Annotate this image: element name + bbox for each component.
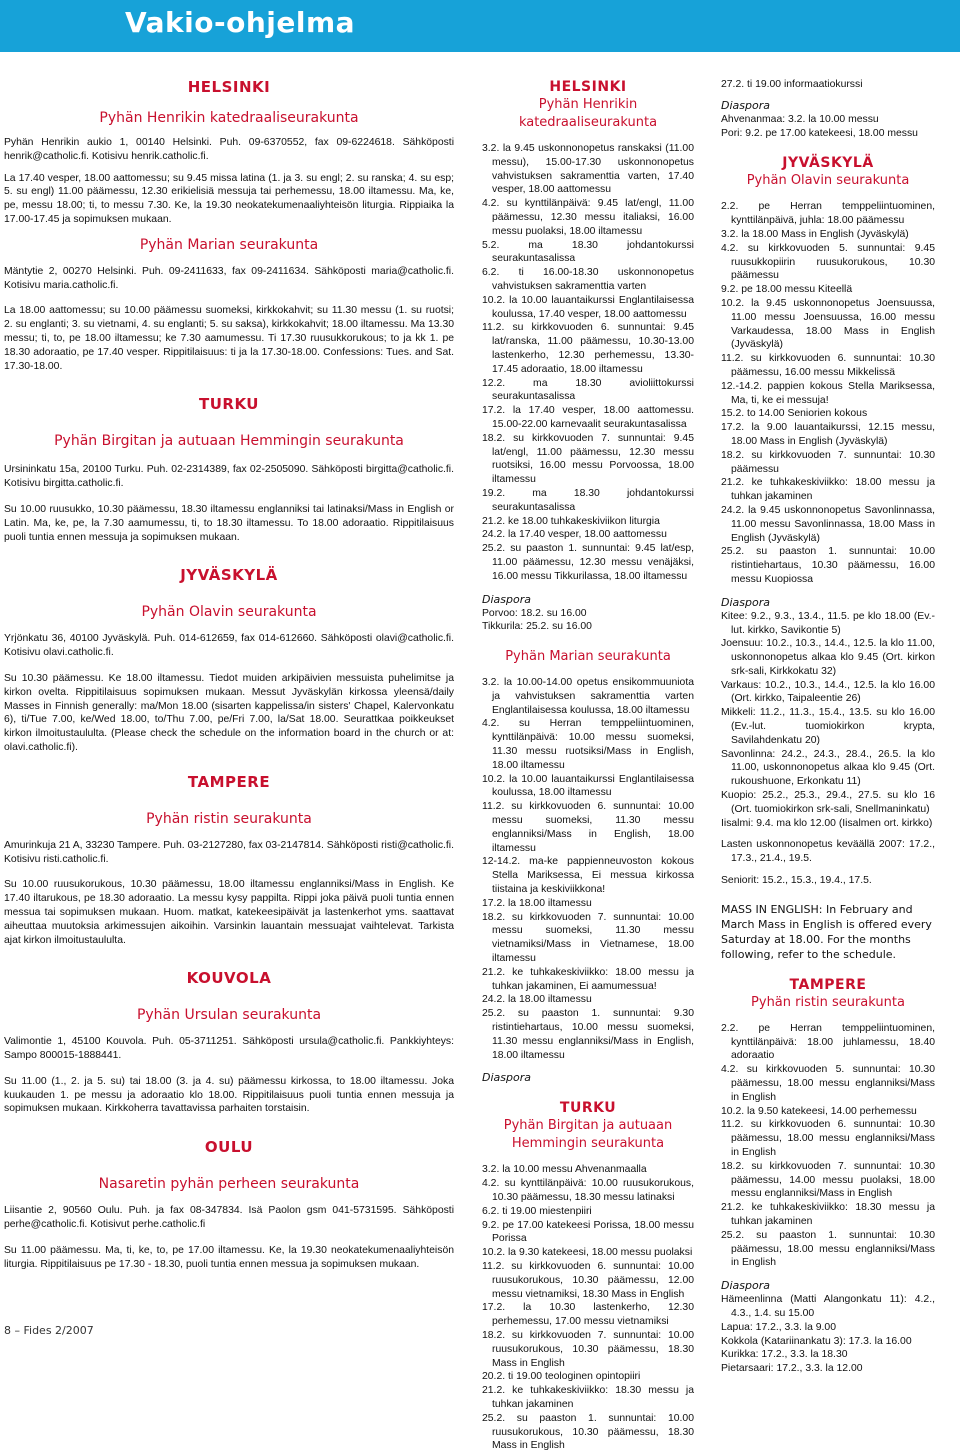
senior-dates: Seniorit: 15.2., 15.3., 19.4., 17.5. xyxy=(721,875,872,887)
risti-diaspora-label: Diaspora xyxy=(721,1279,770,1293)
schedule-entry: 12.2. ma 18.30 avioliittokurssi seurakuntasalissa xyxy=(482,377,694,403)
schedule-entry: 24.2. la 18.00 iltamessu xyxy=(482,994,592,1006)
schedule-entry: 21.2. ke tuhkakeskiviikko: 18.30 messu ja tuhkan jakaminen xyxy=(482,1385,694,1410)
schedule-entry: 17.2. la 10.30 lastenkerho, 12.30 perhemessu, 17.00 messu vietnamiksi xyxy=(482,1302,694,1328)
right-city-tampere: TAMPERE xyxy=(789,976,867,993)
schedule-entry: 11.2. su kirkkovuoden 6. sunnuntai: 9.45 lat/ranska, 11.00 päämessu, 10.30-13.00 lastenkerho, 12.30 perhemessu, 13.30-17.45 adoraatio, 18.00 iltamessu xyxy=(482,322,694,375)
mid-parish-title-maria: Pyhän Marian seurakunta xyxy=(505,649,671,665)
schedule-entry: 11.2. su kirkkovuoden 6. sunnuntai: 10.30 päämessu, 16.00 messu Mikkelissä xyxy=(721,353,935,378)
schedule-entry: 18.2. su kirkkovuoden 7. sunnuntai: 9.45 lat/engl, 11.00 päämessu, 12.30 messu ruotsiksi, 16.00 messu Porvoossa, 18.00 iltamessu xyxy=(482,432,694,486)
schedule-entry: Porvoo: 18.2. su 16.00 xyxy=(482,607,587,619)
parish-title-ursula: Pyhän Ursulan seurakunta xyxy=(136,1007,322,1024)
parish-title-perhe: Nasaretin pyhän perheen seurakunta xyxy=(98,1176,360,1193)
schedule-entry: 10.2. la 9.50 katekeesi, 14.00 perhemessu xyxy=(721,1105,917,1117)
parish-title-olavi: Pyhän Olavin seurakunta xyxy=(141,604,317,621)
schedule-entry: 17.2. la 17.40 vesper, 18.00 aattomessu. 15.00-22.00 karnevaalit seurakuntasalissa xyxy=(482,405,694,430)
schedule-entry: 6.2. ti 16.00-18.30 uskonnonopetus vahvistuksen sakramenttia varten xyxy=(482,267,694,292)
olavi-masses: Su 10.30 päämessu. Ke 18.00 iltamessu. Tiedot muiden arkipäivien messuista puhelimitse ja kirkon ovelta. Rippitilaisuus sopimuksen mukaan. Messut Jyväskylän kirkossa yleensä/daily Masses in Finnish generally: ma/Mon 18.00 (sisarten kappelissa/in sisters' Chapel, Kalervonkatu 6), ti/Tue 7.00, ke/Wed 18.00, to/Thu 7.00, pe/Fri 7.00, la/Sat 18.00. Seurattkaa poikkeukset kirkon ilmoitustaululta. (Please check the schedule on the information board in the church or at: olavi.catholic.fi). xyxy=(4,672,454,753)
birgitta-diaspora-label: Diaspora xyxy=(721,98,770,112)
schedule-entry: 10.2. la 10.00 lauantaikurssi Englantilaisessa koulussa, 17.40 vesper, 18.00 aattomessu xyxy=(482,294,694,320)
middle-column xyxy=(482,78,694,1453)
confirmation-dates: Lasten uskonnonopetus keväällä 2007: 17.2., 17.3., 21.4., 19.5. xyxy=(721,839,935,865)
schedule-entry: 21.2. ke tuhkakeskiviikko: 18.00 messu ja tuhkan jakaminen xyxy=(721,477,935,503)
schedule-entry: 11.2. su kirkkovuoden 6. sunnuntai: 10.00 messu suomeksi, 11.30 messu englanniksi/Mass in English, 18.00 iltamessu xyxy=(482,801,694,854)
schedule-entry: 3.2. la 9.45 uskonnonopetus ranskaksi (11.00 messu), 15.00-17.30 uskonnonopetus vahvistuksen sakramenttia varten, 17.40 vesper, 18.00 aattomessu xyxy=(482,143,694,196)
henrik-calendar xyxy=(482,142,694,584)
schedule-entry: 15.2. to 14.00 Seniorien kokous xyxy=(721,408,868,420)
schedule-entry: 3.2. la 10.00 messu Ahvenanmaalla xyxy=(482,1164,647,1176)
schedule-entry: 2.2. pe Herran temppeliintuominen, kynttilänpäivä, juhla: 18.00 päämessu xyxy=(721,201,935,227)
schedule-entry: 4.2. su kynttilänpäivä: 9.45 lat/engl, 11.00 päämessu, 12.30 messu italiaksi, 16.00 messu puolaksi, 18.00 iltamessu xyxy=(482,198,694,237)
mid-city-turku: TURKU xyxy=(559,1100,617,1117)
mid-parish-title-birgitta: Pyhän Birgitan ja autuaan Hemmingin seurakunta xyxy=(503,1118,673,1152)
schedule-entry: 10.2. la 9.30 katekeesi, 18.00 messu puolaksi xyxy=(482,1247,693,1259)
olavi-diaspora-list xyxy=(721,610,935,831)
schedule-entry: Pietarsaari: 17.2., 3.3. la 12.00 xyxy=(721,1363,863,1375)
schedule-entry: 17.2. la 9.00 lauantaikurssi, 12.15 messu, 18.00 Mass in English (Jyväskylä) xyxy=(721,422,935,447)
section-city-tampere: TAMPERE xyxy=(187,772,271,791)
schedule-entry: 25.2. su paaston 1. sunnuntai: 10.00 ruusukorukous, 10.30 päämessu, 18.30 Mass in English xyxy=(482,1412,694,1452)
birgitta-calendar-continued xyxy=(721,78,935,92)
page-title: Vakio-ohjelma xyxy=(125,6,356,39)
schedule-entry: 2.2. pe Herran temppeliintuominen, kynttilänpäivä: 18.00 juhlamessu, 18.40 adoraatio xyxy=(721,1022,935,1062)
schedule-entry: 24.2. la 17.40 vesper, 18.00 aattomessu xyxy=(482,529,667,541)
schedule-entry: 25.2. su paaston 1. sunnuntai: 9.45 lat/esp, 11.00 päämessu, 12.30 messu venäjäksi, 16.00 messu Tikkurilassa, 18.00 iltamessu xyxy=(482,543,694,582)
henrik-diaspora-list xyxy=(482,607,694,635)
mass-in-english-note: MASS IN ENGLISH: In February and March Mass in English is offered every Saturday at 18.00. For the months following, refer to the schedule. xyxy=(721,902,932,961)
maria-diaspora-label: Diaspora xyxy=(482,1071,531,1085)
parish-title-birgitta: Pyhän Birgitan ja autuaan Hemmingin seurakunta xyxy=(54,433,404,450)
schedule-entry: Savonlinna: 24.2., 24.3., 28.4., 26.5. la klo 11.00, uskonnonopetus alkaa klo 9.45 (Ort. rukoushuone, Erkonkatu 11) xyxy=(721,748,935,788)
parish-title-risti: Pyhän ristin seurakunta xyxy=(146,810,312,827)
right-city-jyvaskyla: JYVÄSKYLÄ xyxy=(782,155,874,172)
ursula-masses: Su 11.00 (1., 2. ja 5. su) tai 18.00 (3. ja 4. su) päämessu kirkossa, to 18.00 iltamessu. Joka kuukauden 1. pe messu ja adoraatio klo 18.00. Rippitilaisuus puoli tuntia ennen messuja ja sopimuksen mukaan. Kirkkoherra tavattavissa parhaiten torstaisin. xyxy=(4,1075,454,1115)
schedule-entry: 10.2. la 10.00 lauantaikurssi Englantilaisessa koulussa, 18.00 iltamessu xyxy=(482,773,694,799)
section-city-oulu: OULU xyxy=(204,1138,254,1157)
schedule-entry: Pori: 9.2. pe 17.00 katekeesi, 18.00 messu xyxy=(721,127,918,139)
schedule-entry: 5.2. ma 18.30 johdantokurssi seurakuntasalissa xyxy=(482,239,694,265)
henrik-diaspora-label: Diaspora xyxy=(482,592,531,606)
right-parish-title-olavi: Pyhän Olavin seurakunta xyxy=(746,173,910,189)
schedule-entry: 19.2. ma 18.30 johdantokurssi seurakuntasalissa xyxy=(482,487,694,513)
schedule-entry: 25.2. su paaston 1. sunnuntai: 10.30 päämessu, 18.00 messu englanniksi/Mass in English xyxy=(721,1229,935,1269)
schedule-entry: Kitee: 9.2., 9.3., 13.4., 11.5. pe klo 18.00 (Ev.-lut. kirkko, Savikontie 5) xyxy=(721,610,935,636)
schedule-entry: Varkaus: 10.2., 10.3., 14.4., 12.5. la klo 16.00 (Ort. kirkko, Taipaleentie 26) xyxy=(721,679,935,705)
schedule-entry: 18.2. su kirkkovuoden 7. sunnuntai: 10.30 päämessu, 14.00 messu puolaksi, 18.00 messu englanniksi/Mass in English xyxy=(721,1160,935,1200)
section-city-helsinki: HELSINKI xyxy=(187,78,271,96)
schedule-entry: 4.2. su kirkkovuoden 5. sunnuntai: 10.30 päämessu, 18.00 messu englanniksi/Mass in English xyxy=(721,1064,935,1103)
parish-title-henrik: Pyhän Henrikin katedraaliseurakunta xyxy=(99,110,359,126)
maria-address: Mäntytie 2, 00270 Helsinki. Puh. 09-2411633, fax 09-2411634. Sähköposti maria@catholic.fi. Kotisivu maria.catholic.fi. xyxy=(4,265,454,291)
schedule-entry: Iisalmi: 9.4. ma klo 12.00 (Iisalmen ort. kirkko) xyxy=(721,817,933,829)
schedule-entry: 21.2. ke tuhkakeskiviikko: 18.00 messu ja tuhkan jakaminen, Ei aamumessua! xyxy=(482,966,694,992)
schedule-entry: 17.2. la 18.00 iltamessu xyxy=(482,897,592,909)
schedule-entry: 25.2. su paaston 1. sunnuntai: 10.00 ristintiehartaus, 10.30 päämessu, 16.00 messu Kuopiossa xyxy=(721,546,935,585)
schedule-entry: 24.2. la 9.45 uskonnonopetus Savonlinnassa, 11.00 messu Savonlinnassa, 18.00 Mass in English (Jyväskylä) xyxy=(721,504,935,544)
schedule-entry: 12.-14.2. pappien kokous Stella Mariksessa, Ma, ti, ke ei messuja! xyxy=(721,380,935,406)
schedule-entry: 4.2. su kirkkovuoden 5. sunnuntai: 9.45 ruusukkopiirin ruusukorukous, 10.30 päämessu xyxy=(721,242,935,282)
mid-parish-title-henrik: Pyhän Henrikin katedraaliseurakunta xyxy=(518,97,658,130)
schedule-entry: 21.2. ke 18.00 tuhkakeskiviikon liturgia xyxy=(482,515,660,527)
schedule-entry: 25.2. su paaston 1. sunnuntai: 9.30 ristintiehartaus, 10.00 messu suomeksi, 11.30 messu englanniksi/Mass in English, 18.00 iltamessu xyxy=(482,1008,694,1061)
risti-calendar xyxy=(721,1022,935,1270)
schedule-entry: 9.2. pe 18.00 messu Kiteellä xyxy=(721,284,853,296)
left-column xyxy=(4,78,454,1271)
birgitta-address: Ursininkatu 15a, 20100 Turku. Puh. 02-2314389, fax 02-2505090. Sähköposti birgitta@catholic.fi. Kotisivu birgitta.catholic.fi. xyxy=(4,464,454,490)
maria-masses: La 18.00 aattomessu; su 10.00 päämessu suomeksi, kirkkokahvit; su 11.30 messu (1. su ruotsi; 2. su englanti; 3. su vietnami, 4. su englanti; 5. su saksa), kirkkokahvit; 18.00 iltamessu. Ma 13.30 messu; ti, to, pe 18.00 iltamessu; ke 7.30 aamumessu. Ti 17.30 ruusukkorukous; to ja kk 1. pe 18.30 adoraatio, pe 17.40 vesper. Rippitilaisuus: ti ja la 17.30-18.00. Confessions: Tues. and Sat. 17.30-18.00. xyxy=(4,305,454,372)
schedule-entry: 21.2. ke tuhkakeskiviikko: 18.30 messu ja tuhkan jakaminen xyxy=(721,1202,935,1227)
schedule-entry: 11.2. su kirkkovuoden 6. sunnuntai: 10.00 ruusukorukous, 10.30 päämessu, 12.00 messu vietnamiksi, 18.30 Mass in English xyxy=(482,1260,694,1300)
olavi-calendar xyxy=(721,200,935,586)
section-city-turku: TURKU xyxy=(198,395,259,414)
schedule-entry: 3.2. la 18.00 Mass in English (Jyväskylä) xyxy=(721,228,909,240)
birgitta-masses: Su 10.00 ruusukko, 10.30 päämessu, 18.30 iltamessu englanniksi tai latinaksi/Mass in English or Latin. Ma, ke, pe, la 7.30 aamumessu, ti, to 18.30 iltamessu. To 18.00 adoraatio. Rippitilaisuus puoli tuntia ennen messuja ja sopimuksen mukaan. xyxy=(4,503,454,543)
schedule-entry: 4.2. su kynttilänpäivä: 10.00 ruusukorukous, 10.30 päämessu, 18.30 messu latinaksi xyxy=(482,1178,694,1203)
ursula-address: Valimontie 1, 45100 Kouvola. Puh. 05-3711251. Sähköposti ursula@catholic.fi. Pankkiyhteys: Sampo 800015-1888441. xyxy=(4,1036,454,1062)
right-column xyxy=(721,78,935,1376)
schedule-entry: 18.2. su kirkkovuoden 7. sunnuntai: 10.00 messu suomeksi, 11.30 messu vietnamiksi/Mass in Vietnamese, 18.00 iltamessu xyxy=(482,911,694,965)
schedule-entry: 10.2. la 9.45 uskonnonopetus Joensuussa, 11.00 messu Joensuussa, 16.00 messu Varkaudessa, 18.00 Mass in English (Jyväskylä) xyxy=(721,297,935,351)
schedule-entry: 27.2. ti 19.00 informaatiokurssi xyxy=(721,79,863,90)
parish-title-maria: Pyhän Marian seurakunta xyxy=(139,236,319,253)
maria-calendar xyxy=(482,676,694,1062)
right-parish-title-risti: Pyhän ristin seurakunta xyxy=(751,994,905,1010)
schedule-entry: 11.2. su kirkkovuoden 6. sunnuntai: 10.30 päämessu, 18.00 messu englanniksi/Mass in English xyxy=(721,1119,935,1159)
schedule-entry: 18.2. su kirkkovuoden 7. sunnuntai: 10.30 päämessu xyxy=(721,449,935,475)
schedule-entry: Kurikka: 17.2., 3.3. la 18.30 xyxy=(721,1349,848,1361)
schedule-entry: 20.2. ti 19.00 teologinen opintopiiri xyxy=(482,1371,641,1383)
henrik-address: Pyhän Henrikin aukio 1, 00140 Helsinki. Puh. 09-6370552, fax 09-6224618. Sähköposti henrik@catholic.fi. Kotisivu henrik.catholic.fi. xyxy=(4,137,454,162)
birgitta-calendar xyxy=(482,1163,694,1453)
perhe-masses: Su 11.00 päämessu. Ma, ti, ke, to, pe 17.00 iltamessu. Ke, la 19.30 neokatekumenaaliyhteisön liturgia. Rippitilaisuus pe 17.30 - 18.30, puoli tuntia ennen messua ja sopimuksen mukaan. xyxy=(4,1244,454,1270)
perhe-address: Liisantie 2, 90560 Oulu. Puh. ja fax 08-347834. Isä Paolon gsm 041-5731595. Sähköposti perhe@catholic.fi. Kotisivut perhe.catholic.fi xyxy=(4,1205,454,1231)
schedule-entry: Ahvenanmaa: 3.2. la 10.00 messu xyxy=(721,113,879,125)
schedule-entry: 6.2. ti 19.00 miestenpiiri xyxy=(482,1205,592,1217)
schedule-entry: 12-14.2. ma-ke pappienneuvoston kokous Stella Mariksessa, Ei messua kirkossa tiistaina ja keskiviikkona! xyxy=(482,856,694,896)
olavi-diaspora-label: Diaspora xyxy=(721,595,770,609)
schedule-entry: 4.2. su Herran temppeliintuominen, kynttilänpäivä: 10.00 messu suomeksi, 11.30 messu ruotsiksi/Mass in English, 18.00 iltamessu xyxy=(482,718,694,771)
schedule-entry: 9.2. pe 17.00 katekeesi Porissa, 18.00 messu Porissa xyxy=(482,1219,694,1245)
section-city-jyvaskyla: JYVÄSKYLÄ xyxy=(180,566,278,585)
birgitta-diaspora-list xyxy=(721,113,935,141)
schedule-entry: Hämeenlinna (Matti Alangonkatu 11): 4.2., 4.3., 1.4. su 15.00 xyxy=(721,1294,935,1319)
risti-address: Amurinkuja 21 A, 33230 Tampere. Puh. 03-2127280, fax 03-2147814. Sähköposti risti@catholic.fi. Kotisivu risti.catholic.fi. xyxy=(4,839,454,865)
schedule-entry: 18.2. su kirkkovuoden 7. sunnuntai: 10.00 ruusukorukous, 10.30 päämessu, 18.30 Mass in English xyxy=(482,1329,694,1369)
page-footer: 8 – Fides 2/2007 xyxy=(4,1324,94,1337)
schedule-entry: 3.2. la 10.00-14.00 opetus ensikommuuniota ja vahvistuksen sakramenttia varten Englantilaisessa koulussa, 18.00 iltamessu xyxy=(482,677,694,716)
olavi-address: Yrjönkatu 36, 40100 Jyväskylä. Puh. 014-612659, fax 014-612660. Sähköposti olavi@catholic.fi. Kotisivu olavi.catholic.fi. xyxy=(4,633,454,659)
mid-city-helsinki: HELSINKI xyxy=(549,79,627,95)
schedule-entry: Mikkeli: 11.2., 11.3., 15.4., 13.5. su klo 16.00 (Ev.-lut. tuomiokirkon krypta, Savilahdenkatu 20) xyxy=(721,707,935,746)
risti-diaspora-list xyxy=(721,1293,935,1376)
schedule-entry: Tikkurila: 25.2. su 16.00 xyxy=(482,621,592,633)
henrik-masses: La 17.40 vesper, 18.00 aattomessu; su 9.45 missa latina (1. ja 3. su engl; 2. su ranska; 4. su esp; 5. su engl) 11.00 päämessu, 12.30 erikielisiä messuja tai perhemessu, 18.00 iltamessu. Ma, ke, pe, messu 18.00; ti, to messu 7.30. Ke, la 19.30 neokatekumenaaliyhteisön liturgia. Rippiaika la 17.00-17.45 ja sopimuksen mukaan. xyxy=(4,172,454,225)
schedule-entry: Lapua: 17.2., 3.3. la 9.00 xyxy=(721,1321,836,1333)
schedule-entry: Kokkola (Katariinankatu 3): 17.3. la 16.00 xyxy=(721,1335,912,1347)
schedule-entry: Kuopio: 25.2., 25.3., 29.4., 27.5. su klo 16 (Ort. tuomiokirkon srk-sali, Snellmaninkatu) xyxy=(721,790,935,815)
risti-masses: Su 10.00 ruusukorukous, 10.30 päämessu, 18.00 iltamessu englanniksi/Mass in English. Ke 17.40 iltarukous, pe 18.30 adoraatio. La messu kysy pappilta. Rippi joka päivä puoli tuntia ennen messua tai sopimuksen mukaan. Huom. matkat, katekeesipäivät ja lastenkerhot yms. saattavat aiheuttaa muutoksia arkimessujen aikoihin. Varsinkin lauantain messuajat vaihtelevat. Tarkista ajat kirkon ilmoitustaululta. xyxy=(4,879,454,946)
schedule-entry: Joensuu: 10.2., 10.3., 14.4., 12.5. la klo 11.00, uskonnonopetus alkaa klo 9.45 (Ort. kirkon srk-sali, Kirkkokatu 32) xyxy=(721,638,935,677)
title-banner xyxy=(0,0,960,52)
section-city-kouvola: KOUVOLA xyxy=(186,969,272,988)
